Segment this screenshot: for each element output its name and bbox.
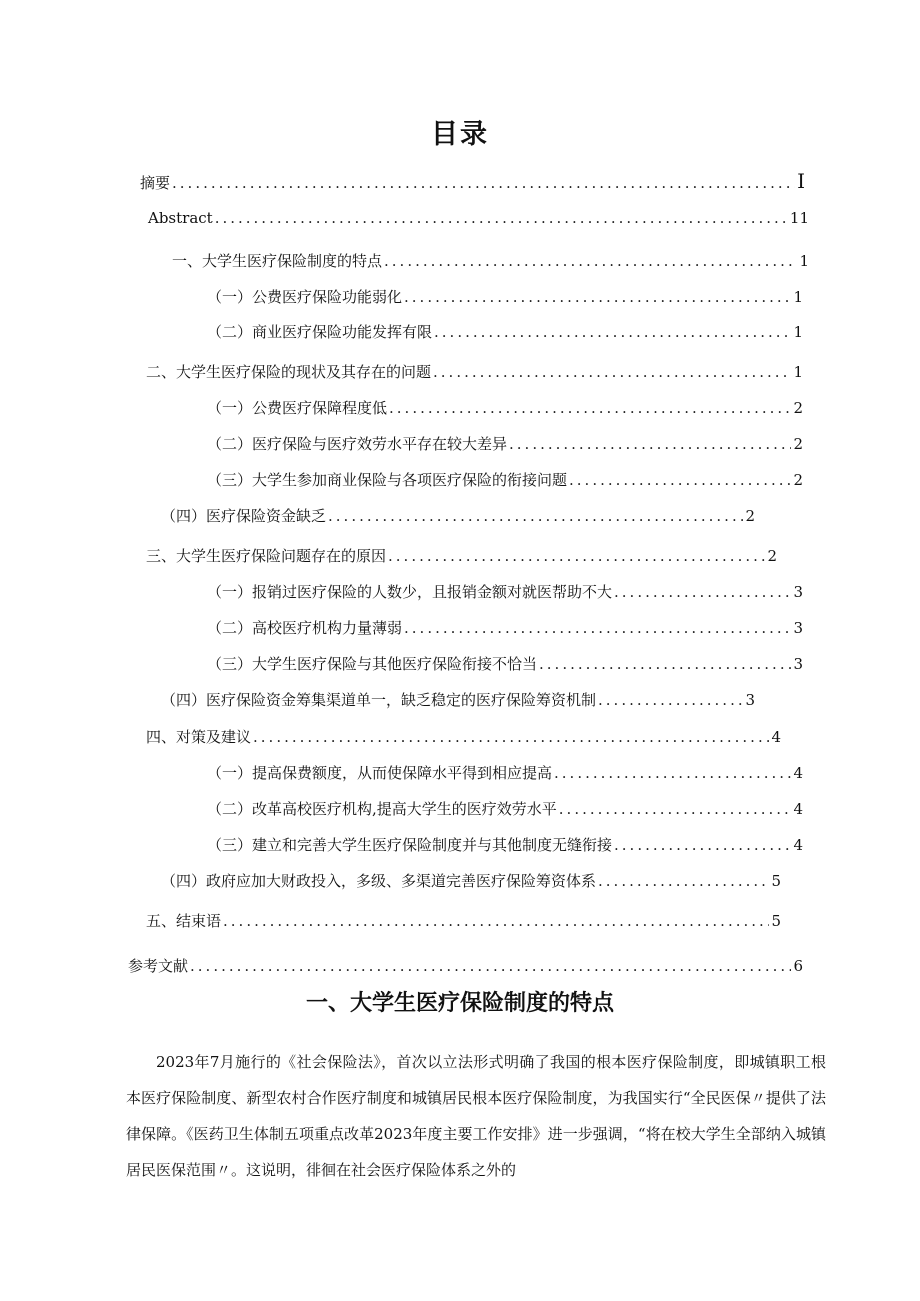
toc-entry-label: 二、大学生医疗保险的现状及其存在的问题 xyxy=(146,363,432,381)
toc-entry-page: 4 xyxy=(793,836,803,854)
toc-leader-dots xyxy=(190,956,791,976)
toc-entry-label: （一）公费医疗保障程度低 xyxy=(207,399,388,417)
toc-leader-dots xyxy=(598,690,743,710)
toc-entry-page: I xyxy=(797,169,805,193)
toc-entry-page: 3 xyxy=(793,583,803,601)
toc-leader-dots xyxy=(253,727,769,747)
toc-leader-dots xyxy=(559,799,792,819)
toc-entry-label: （二）改革高校医疗机构,提高大学生的医疗效劳水平 xyxy=(207,800,557,818)
toc-leader-dots xyxy=(328,506,743,526)
toc-leader-dots xyxy=(598,871,769,891)
toc-entry-page: 6 xyxy=(793,957,803,975)
toc-entry-page: 5 xyxy=(771,912,781,930)
toc-entry-chapter-5[interactable] xyxy=(146,911,781,931)
toc-entry-4-1[interactable] xyxy=(207,763,803,783)
toc-entry-label: 四、对策及建议 xyxy=(146,728,252,746)
section-heading: 一、大学生医疗保险制度的特点 xyxy=(305,991,614,1016)
toc-entry-3-3[interactable] xyxy=(207,654,803,674)
toc-entry-page: 5 xyxy=(771,872,781,890)
toc-entry-page: 4 xyxy=(771,728,781,746)
toc-entry-page: 3 xyxy=(793,655,803,673)
toc-entry-page: 2 xyxy=(745,507,755,525)
toc-entry-2-4[interactable] xyxy=(161,506,755,526)
toc-entry-1-2[interactable] xyxy=(207,322,803,342)
toc-entry-abstract-cn[interactable] xyxy=(140,171,805,193)
toc-entry-4-4[interactable] xyxy=(161,871,781,891)
toc-entry-label: （三）大学生医疗保险与其他医疗保险衔接不恰当 xyxy=(207,655,538,673)
toc-entry-label: （二）商业医疗保险功能发挥有限 xyxy=(207,323,433,341)
toc-entry-label: （一）报销过医疗保险的人数少，且报销金额对就医帮助不大 xyxy=(207,583,613,601)
toc-entry-chapter-4[interactable] xyxy=(146,727,781,747)
toc-entry-3-4[interactable] xyxy=(161,690,755,710)
toc-entry-page: 4 xyxy=(793,800,803,818)
toc-leader-dots xyxy=(434,322,791,342)
toc-entry-page: 1 xyxy=(793,288,803,306)
toc-leader-dots xyxy=(614,835,791,855)
toc-entry-page: 2 xyxy=(793,399,803,417)
toc-entry-label: 参考文献 xyxy=(128,957,189,975)
toc-entry-page: 3 xyxy=(793,619,803,637)
toc-entry-chapter-3[interactable] xyxy=(146,546,777,566)
toc-leader-dots xyxy=(404,287,791,307)
toc-entry-chapter-2[interactable] xyxy=(146,362,803,382)
toc-entry-page: 2 xyxy=(793,435,803,453)
toc-leader-dots xyxy=(539,654,791,674)
toc-entry-references[interactable] xyxy=(128,956,803,976)
toc-entry-label: （二）高校医疗机构力量薄弱 xyxy=(207,619,403,637)
toc-entry-label: （四）政府应加大财政投入，多级、多渠道完善医疗保险筹资体系 xyxy=(161,872,597,890)
toc-leader-dots xyxy=(172,173,795,193)
toc-entry-label: （一）公费医疗保险功能弱化 xyxy=(207,288,403,306)
toc-leader-dots xyxy=(433,362,791,382)
toc-entry-label: 一、大学生医疗保险制度的特点 xyxy=(172,252,383,270)
toc-entry-abstract-en[interactable] xyxy=(148,208,809,228)
toc-entry-label: （二）医疗保险与医疗效劳水平存在较大差异 xyxy=(207,435,508,453)
toc-leader-dots xyxy=(388,546,765,566)
toc-leader-dots xyxy=(215,208,788,228)
toc-entry-1-1[interactable] xyxy=(207,287,803,307)
toc-entry-label: Abstract xyxy=(148,209,213,227)
toc-entry-3-2[interactable] xyxy=(207,618,803,638)
toc-entry-4-3[interactable] xyxy=(207,835,803,855)
toc-entry-label: 三、大学生医疗保险问题存在的原因 xyxy=(146,547,387,565)
body-paragraph: 2023年7月施行的《社会保险法》，首次以立法形式明确了我国的根本医疗保险制度，即城镇职工根本医疗保险制度、新型农村合作医疗制度和城镇居民根本医疗保险制度，为我国实行“全民医保〃提供了法律保障。《医药卫生体制五项重点改革2023年度主要工作安排》进一步强调，“将在校大学生全部纳入城镇居民医保范围〃。这说明，徘徊在社会医疗保险体系之外的 xyxy=(126,1053,826,1179)
toc-entry-label: （四）医疗保险资金筹集渠道单一，缺乏稳定的医疗保险筹资机制 xyxy=(161,691,597,709)
toc-entry-2-2[interactable] xyxy=(207,434,803,454)
toc-leader-dots xyxy=(554,763,791,783)
toc-entry-page: 3 xyxy=(745,691,755,709)
toc-leader-dots xyxy=(384,251,797,271)
toc-entry-2-3[interactable] xyxy=(207,470,803,490)
toc-entry-page: 11 xyxy=(789,209,809,227)
toc-entry-2-1[interactable] xyxy=(207,398,803,418)
toc-leader-dots xyxy=(223,911,769,931)
toc-entry-page: 4 xyxy=(793,764,803,782)
toc-entry-label: （三）建立和完善大学生医疗保险制度并与其他制度无缝衔接 xyxy=(207,836,613,854)
toc-entry-4-2[interactable] xyxy=(207,799,803,819)
toc-entry-chapter-1[interactable] xyxy=(172,251,809,271)
toc-title: 目录 xyxy=(431,119,489,150)
toc-leader-dots xyxy=(404,618,791,638)
toc-entry-label: （三）大学生参加商业保险与各项医疗保险的衔接问题 xyxy=(207,471,568,489)
toc-entry-page: 1 xyxy=(793,363,803,381)
toc-leader-dots xyxy=(569,470,791,490)
toc-entry-label: （一）提高保费额度，从而使保障水平得到相应提高 xyxy=(207,764,553,782)
toc-leader-dots xyxy=(509,434,791,454)
toc-entry-label: 五、结束语 xyxy=(146,912,222,930)
toc-entry-page: 2 xyxy=(767,547,777,565)
toc-leader-dots xyxy=(614,582,791,602)
toc-entry-page: 1 xyxy=(793,323,803,341)
toc-entry-page: 1 xyxy=(799,252,809,270)
toc-entry-label: 摘要 xyxy=(140,174,171,192)
toc-leader-dots xyxy=(389,398,791,418)
toc-entry-label: （四）医疗保险资金缺乏 xyxy=(161,507,327,525)
toc-entry-3-1[interactable] xyxy=(207,582,803,602)
toc-entry-page: 2 xyxy=(793,471,803,489)
